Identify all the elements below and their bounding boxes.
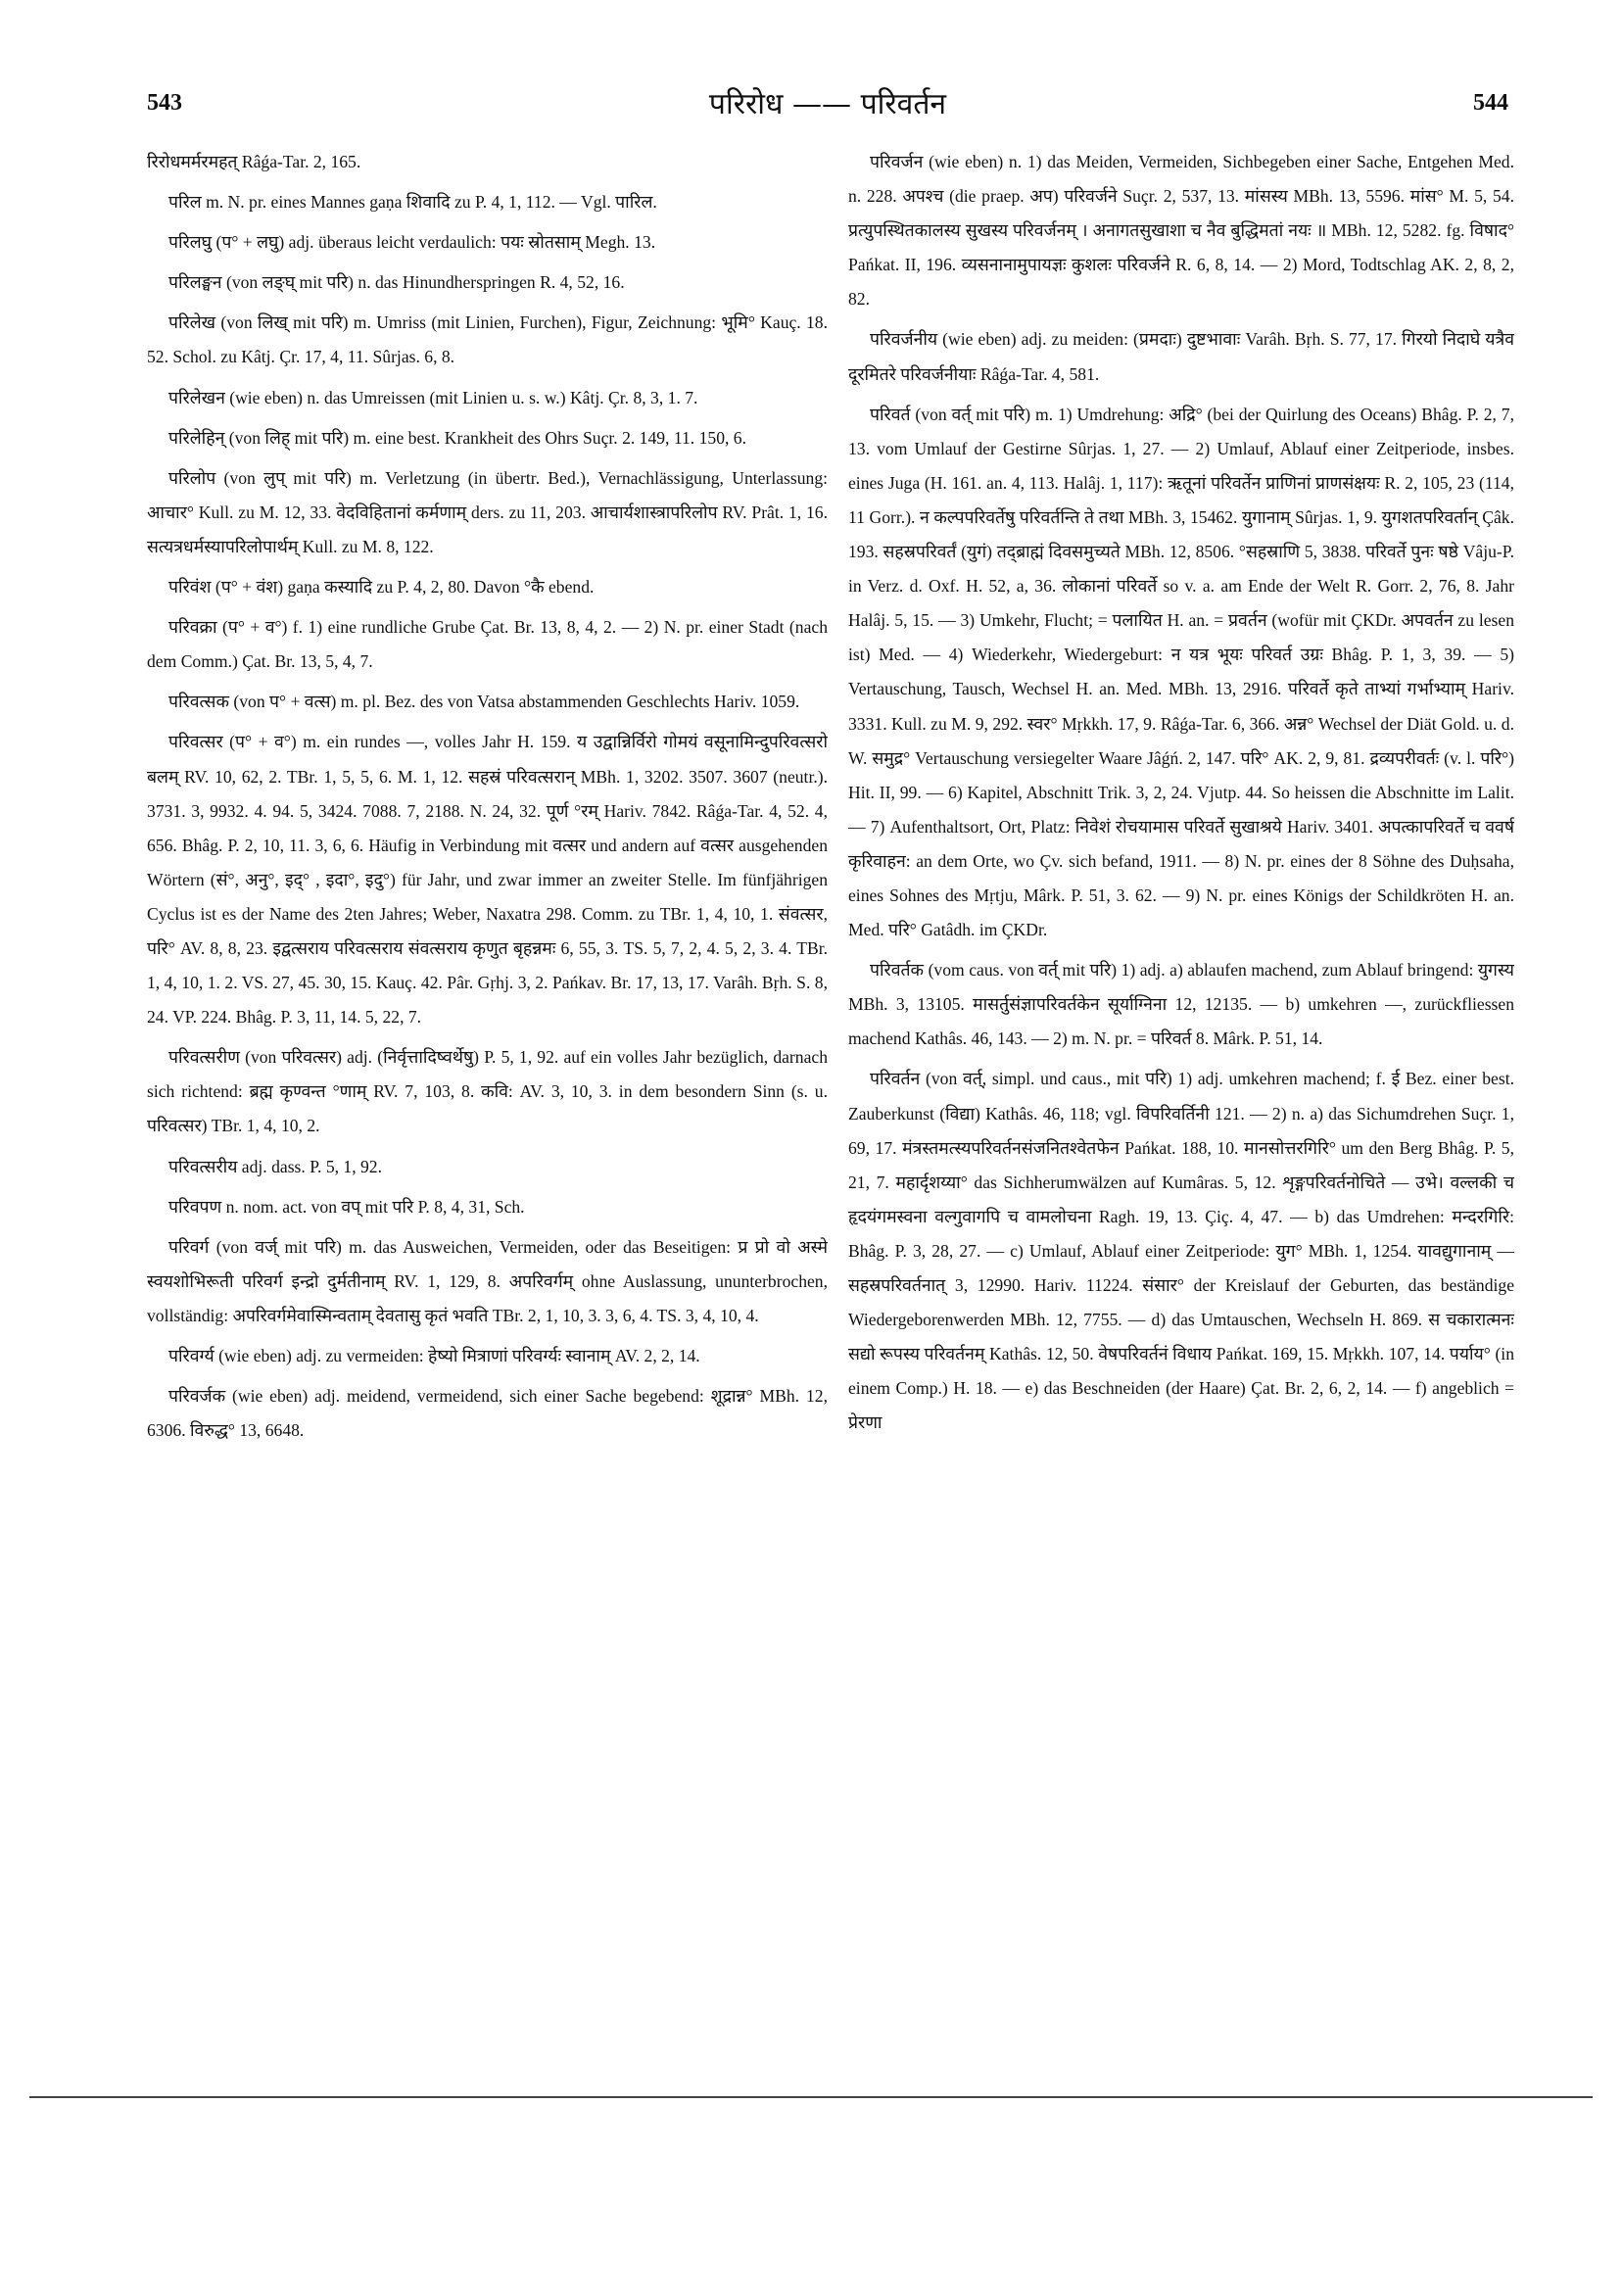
dictionary-entry: परिलेख (von लिख् mit परि) m. Umriss (mit Linien, Furchen), Figur, Zeichnung: भूमि° Kauç. 18. 52. Schol. zu Kâtj. Çr. 17, 4, 11. Sûrjas. 6, 8. xyxy=(147,312,828,367)
dictionary-entry: परिवक्रा (प° + व°) f. 1) eine rundliche Grube Çat. Br. 13, 8, 4, 2. — 2) N. pr. einer Stadt (nach dem Comm.) Çat. Br. 13, 5, 4, 7. xyxy=(147,617,828,672)
dictionary-entry: परिवर्तक (vom caus. von वर्त् mit परि) 1) adj. a) ablaufen machend, zum Ablauf bringend: युगस्य MBh. 3, 13105. मासर्तुसंज्ञापरिवर्तकेन सूर्याग्निना 12, 12135. — b) umkehren —, zurückfliessen machend Kathâs. 46, 143. — 2) m. N. pr. = परिवर्त 8. Mârk. P. 51, 14. xyxy=(848,960,1514,1049)
dictionary-entry: परिवर्जनीय (wie eben) adj. zu meiden: (प्रमदाः) दुष्टभावाः Varâh. Bṛh. S. 77, 17. गिरयो निदाघे यत्रैव दूरमितरे परिवर्जनीयाः Râǵa-Tar. 4, 581. xyxy=(848,329,1514,384)
dictionary-entry: परिवर्जक (wie eben) adj. meidend, vermeidend, sich einer Sache begebend: शूद्रान्न° MBh. 12, 6306. विरुद्ध° 13, 6648. xyxy=(147,1386,828,1441)
dictionary-entry: परिलेखन (wie eben) n. das Umreissen (mit Linien u. s. w.) Kâtj. Çr. 8, 3, 1. 7. xyxy=(168,387,698,407)
dictionary-entry: परिवत्सरीय adj. dass. P. 5, 1, 92. xyxy=(168,1156,383,1176)
dictionary-entry: परिवत्सरीण (von परिवत्सर) adj. (निर्वृत्तादिष्वर्थेषु) P. 5, 1, 92. auf ein volles Jahr bezüglich, darnach sich richtend: ब्रह्म कृण्वन्त °णाम् RV. 7, 103, 8. कवि: AV. 3, 10, 3. in dem besondern Sinn (s. u. परिवत्सर) TBr. 1, 4, 10, 2. xyxy=(147,1047,828,1136)
dictionary-entry: परिवर्तन (von वर्त्, simpl. und caus., mit परि) 1) adj. umkehren machend; f. ई Bez. einer best. Zauberkunst (विद्या) Kathâs. 46, 118; vgl. विपरिवर्तिनी 121. — 2) n. a) das Sichumdrehen Suçr. 1, 69, 17. मंत्रस्तमत्स्यपरिवर्तनसंजनितश्वेतफेन Pańkat. 188, 10. मानसोत्तरगिरि° um den Berg Bhâg. P. 5, 21, 7. महार्दृशय्या° das Sichherumwälzen auf Kumâras. 5, 12. शृङ्गपरिवर्तनोचिते — उभे। वल्लकी च हृदयंगमस्वना वल्गुवागपि च वामलोचना Ragh. 19, 13. Çiç. 4, 47. — b) das Umdrehen: मन्दरगिरि: Bhâg. P. 3, 28, 27. — c) Umlauf, Ablauf einer Zeitperiode: युग° MBh. 1, 1254. यावद्युगानाम् — सहस्रपरिवर्तनात् 3, 12990. Hariv. 11224. संसार° der Kreislauf der Geburten, das beständige Wiedergeborenwerden MBh. 12, 7755. — d) das Umtauschen, Wechseln H. 869. स चकारात्मनः सद्यो रूपस्य परिवर्तनम् Kathâs. 12, 50. वेषपरिवर्तनं विधाय Pańkat. 169, 15. Mṛkkh. 107, 14. पर्याय° (in einem Comp.) H. 18. — e) das Beschneiden (der Haare) Çat. Br. 2, 6, 2, 14. — f) angeblich = प्रेरणा xyxy=(848,1069,1514,1433)
dictionary-entry: परिवर्त (von वर्त् mit परि) m. 1) Umdrehung: अद्रि° (bei der Quirlung des Oceans) Bhâg. P. 2, 7, 13. vom Umlauf der Gestirne Sûrjas. 1, 27. — 2) Umlauf, Ablauf einer Zeitperiode, insbes. eines Juga (H. 161. an. 4, 113. Halâj. 1, 117): ऋतूनां परिवर्तेन प्राणिनां प्राणसंक्षयः R. 2, 105, 23 (114, 11 Gorr.). न कल्पपरिवर्तेषु परिवर्तन्ति ते तथा MBh. 3, 15462. युगानाम् Sûrjas. 1, 9. युगशतपरिवर्तान् Çâk. 193. सहस्रपरिवर्तं (युगं) तद्ब्राह्मं दिवसमुच्यते MBh. 12, 8506. °सहस्राणि 5, 3838. परिवर्ते पुनः षष्ठे Vâju-P. in Verz. d. Oxf. H. 52, a, 36. लोकानां परिवर्ते so v. a. am Ende der Welt R. Gorr. 2, 76, 8. Jahr Halâj. 5, 15. — 3) Umkehr, Flucht; = पलायित H. an. = प्रवर्तन (wofür mit ÇKDr. अपवर्तन zu lesen ist) Med. — 4) Wiederkehr, Wiedergeburt: न यत्र भूयः परिवर्त उग्रः Bhâg. P. 1, 3, 39. — 5) Vertauschung, Tausch, Wechsel H. an. Med. MBh. 13, 2916. परिवर्ते कृते ताभ्यां गर्भाभ्याम् Hariv. 3331. Kull. zu M. 9, 292. स्वर° Mṛkkh. 17, 9. Râǵa-Tar. 6, 366. अन्न° Wechsel der Diät Gold. u. d. W. समुद्र° Vertauschung versiegelter Waare Jâǵń. 2, 147. परि° AK. 2, 9, 81. द्रव्यपरीवर्तः (v. l. परि°) Hit. II, 99. — 6) Kapitel, Abschnitt Trik. 3, 2, 24. Vjutp. 44. So heissen die Abschnitte im Lalit. — 7) Aufenthaltsort, Ort, Platz: निवेशं रोचयामास परिवर्ते सुखाश्रये Hariv. 3401. अपत्कापरिवर्ते च ववर्ष कृरिवाहन: an dem Orte, wo Çv. sich befand, 1911. — 8) N. pr. eines der 8 Söhne des Duḥsaha, eines Sohnes des Mṛtju, Mârk. P. 51, 3. 62. — 9) N. pr. eines Königs der Schildkröten H. an. Med. परि° Gatâdh. im ÇKDr. xyxy=(848,404,1514,940)
dictionary-entry: परिलघु (प° + लघु) adj. überaus leicht verdaulich: पयः स्रोतसाम् Megh. 13. xyxy=(168,232,656,253)
dictionary-entry: परिवर्जन (wie eben) n. 1) das Meiden, Vermeiden, Sichbegeben einer Sache, Entgehen Med. n. 228. अपश्च (die praep. अप) परिवर्जने Suçr. 2, 537, 13. मांसस्य MBh. 13, 5596. मांस° M. 5, 54. प्रत्युपस्थितकालस्य सुखस्य परिवर्जनम् । अनागतसुखाशा च नैव बुद्धिमतां नयः ॥ MBh. 12, 5282. fg. विषाद° Pańkat. II, 196. व्यसनानामुपायज्ञः कुशलः परिवर्जने R. 6, 8, 14. — 2) Mord, Todtschlag AK. 2, 8, 2, 82. xyxy=(848,152,1514,310)
dictionary-entry: परिवंश (प° + वंश) gaṇa कस्यादि zu P. 4, 2, 80. Davon °कै ebend. xyxy=(168,577,595,598)
dictionary-entry: परिलेहिन् (von लिह् mit परि) m. eine best. Krankheit des Ohrs Suçr. 2. 149, 11. 150, 6. xyxy=(168,427,746,448)
dictionary-entry: परिवपण n. nom. act. von वप् mit परि P. 8, 4, 31, Sch. xyxy=(168,1196,525,1217)
bottom-divider xyxy=(29,2096,1593,2098)
dictionary-entry: रिरोधमर्मरमहत् Râǵa-Tar. 2, 165. xyxy=(147,152,361,171)
dictionary-entry: परिवत्सर (प° + व°) m. ein rundes —, volles Jahr H. 159. य उद्वान्निर्विरो गोमयं वसूनामिन्दुपरिवत्सरो बलम् RV. 10, 62, 2. TBr. 1, 5, 5, 6. M. 1, 12. सहस्रं परिवत्सरान् MBh. 1, 3202. 3507. 3607 (neutr.). 3731. 3, 9932. 4. 94. 5, 3424. 7088. 7, 2188. N. 24, 32. पूर्ण °रम् Hariv. 7842. Râǵa-Tar. 4, 52. 4, 656. Bhâg. P. 2, 10, 11. 3, 6, 6. Häufig in Verbindung mit वत्सर und andern auf वत्सर ausgehenden Wörtern (सं°, अनु°, इद्° , इदा°, इदु°) für Jahr, und zwar immer an zweiter Stelle. Im fünfjährigen Cyclus ist es der Name des 2ten Jahres; Weber, Naxatra 298. Comm. zu TBr. 1, 4, 10, 1. संवत्सर, परि° AV. 8, 8, 23. इद्वत्सराय परिवत्सराय संवत्सराय कृणुत बृहन्नमः 6, 55, 3. TS. 5, 7, 2, 4. 5, 2, 3. 4. TBr. 1, 4, 10, 1. 2. VS. 27, 45. 30, 15. Kauç. 42. Pâr. Gṛhj. 3, 2. Pańkav. Br. 17, 13, 17. Varâh. Bṛh. S. 8, 24. VP. 224. Bhâg. P. 3, 11, 14. 5, 22, 7. xyxy=(147,732,828,1028)
left-column xyxy=(147,145,828,1996)
dictionary-entry: परिलङ्घन (von लङ्घ् mit परि) n. das Hinundherspringen R. 4, 52, 16. xyxy=(168,272,625,293)
dictionary-entry: परिवत्सक (von प° + वत्स) m. pl. Bez. des von Vatsa abstammenden Geschlechts Hariv. 1059. xyxy=(168,692,800,712)
dictionary-entry: परिल m. N. pr. eines Mannes gaṇa शिवादि zu P. 4, 1, 112. — Vgl. पारिल. xyxy=(168,192,657,213)
page-header xyxy=(147,87,1508,139)
dictionary-entry: परिवर्ग्य (wie eben) adj. zu vermeiden: हेष्यो मित्राणां परिवर्ग्यः स्वानाम् AV. 2, 2, 14. xyxy=(168,1346,700,1365)
dictionary-entry: परिवर्ग (von वर्ज् mit परि) m. das Ausweichen, Vermeiden, oder das Beseitigen: प्र प्रो वो अस्मे स्वयशोभिरूती परिवर्ग इन्द्रो दुर्मतीनाम् RV. 1, 129, 8. अपरिवर्गम् ohne Auslassung, ununterbrochen, vollständig: अपरिवर्गमेवास्मिन्वताम् देवतासु कृतं भवति TBr. 2, 1, 10, 3. 3, 6, 4. TS. 3, 4, 10, 4. xyxy=(147,1236,828,1325)
page-number-right: 544 xyxy=(1473,90,1508,116)
page-title: परिरोध —— परिवर्तन xyxy=(708,87,947,121)
page-number-left: 543 xyxy=(147,90,182,116)
dictionary-entry: परिलोप (von लुप् mit परि) m. Verletzung (in übertr. Bed.), Vernachlässigung, Unterlassung: आचार° Kull. zu M. 12, 33. वेदविहितानां कर्मणाम् ders. zu 11, 203. आचार्यशास्त्रापरिलोप RV. Prât. 1, 16. सत्यत्रधर्मस्यापरिलोपार्थम् Kull. zu M. 8, 122. xyxy=(147,467,828,556)
right-column xyxy=(848,145,1514,1996)
